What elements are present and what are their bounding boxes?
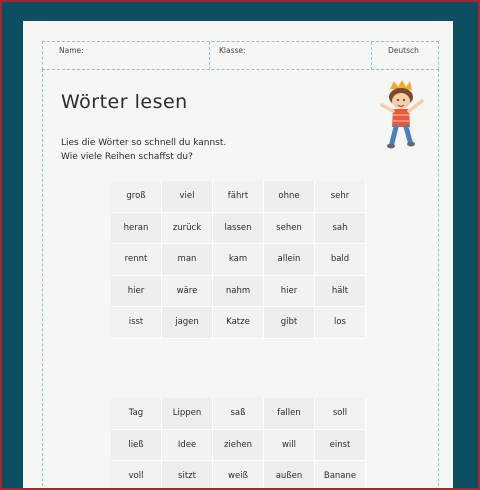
word-cell: kam xyxy=(213,244,264,276)
word-cell: hier xyxy=(111,276,162,308)
word-cell: wäre xyxy=(162,276,213,308)
instruction-line: Lies die Wörter so schnell du kannst. xyxy=(61,138,227,148)
word-cell: lassen xyxy=(213,213,264,245)
word-cell: soll xyxy=(315,398,366,430)
word-cell: Banane xyxy=(315,461,366,488)
word-grid-2 xyxy=(111,398,366,488)
word-cell: hält xyxy=(315,276,366,308)
word-cell: heran xyxy=(111,213,162,245)
subject-label: Deutsch xyxy=(388,46,419,55)
word-cell: sah xyxy=(315,213,366,245)
word-cell: isst xyxy=(111,307,162,339)
word-cell: Idee xyxy=(162,430,213,462)
word-cell: sehr xyxy=(315,181,366,213)
page-title: Wörter lesen xyxy=(61,91,188,113)
word-row xyxy=(111,461,366,488)
word-cell: viel xyxy=(162,181,213,213)
word-cell: saß xyxy=(213,398,264,430)
word-cell: groß xyxy=(111,181,162,213)
word-cell: sitzt xyxy=(162,461,213,488)
word-cell: nahm xyxy=(213,276,264,308)
word-cell: rennt xyxy=(111,244,162,276)
word-row xyxy=(111,244,366,276)
worksheet xyxy=(23,21,453,488)
word-row xyxy=(111,276,366,308)
word-cell: zurück xyxy=(162,213,213,245)
word-cell: allein xyxy=(264,244,315,276)
word-cell: ohne xyxy=(264,181,315,213)
word-row xyxy=(111,430,366,462)
word-cell: jagen xyxy=(162,307,213,339)
word-cell: Katze xyxy=(213,307,264,339)
name-label: Name: xyxy=(59,46,84,55)
header-divider xyxy=(371,42,372,70)
word-cell: los xyxy=(315,307,366,339)
word-cell: außen xyxy=(264,461,315,488)
word-cell: ziehen xyxy=(213,430,264,462)
word-cell: einst xyxy=(315,430,366,462)
header-divider xyxy=(209,42,210,70)
word-grid-1 xyxy=(111,181,366,339)
boy-with-crown-icon xyxy=(370,77,430,157)
word-cell: fallen xyxy=(264,398,315,430)
word-cell: bald xyxy=(315,244,366,276)
word-cell: fährt xyxy=(213,181,264,213)
word-cell: Tag xyxy=(111,398,162,430)
word-row xyxy=(111,181,366,213)
word-cell: weiß xyxy=(213,461,264,488)
word-row xyxy=(111,213,366,245)
instruction-line: Wie viele Reihen schaffst du? xyxy=(61,152,193,162)
word-cell: will xyxy=(264,430,315,462)
word-cell: gibt xyxy=(264,307,315,339)
word-cell: man xyxy=(162,244,213,276)
word-row xyxy=(111,398,366,430)
word-cell: hier xyxy=(264,276,315,308)
instructions xyxy=(61,136,226,164)
class-label: Klasse: xyxy=(219,46,246,55)
word-cell: Lippen xyxy=(162,398,213,430)
word-cell: ließ xyxy=(111,430,162,462)
worksheet-header xyxy=(42,41,439,70)
word-row xyxy=(111,307,366,339)
word-cell: sehen xyxy=(264,213,315,245)
word-cell: voll xyxy=(111,461,162,488)
